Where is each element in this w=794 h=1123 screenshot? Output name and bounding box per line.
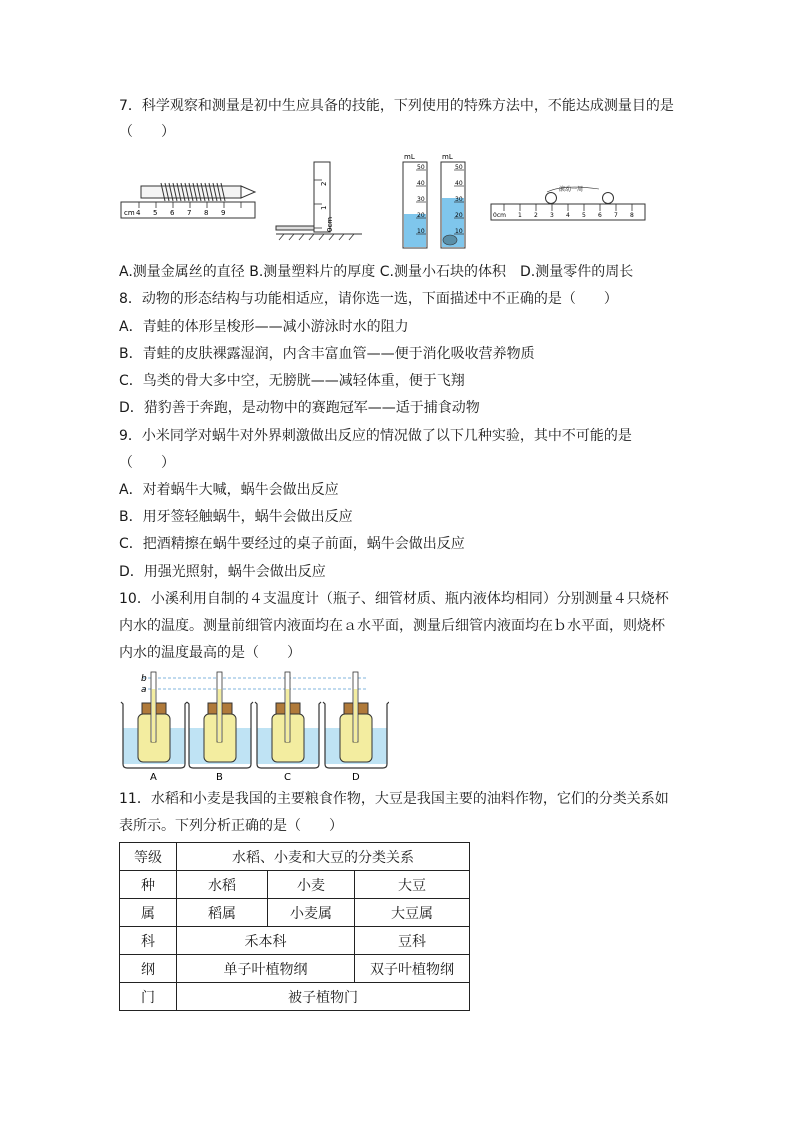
ruler-d-label: 8 [630,212,634,219]
svg-text:40: 40 [417,180,425,187]
svg-text:40: 40 [455,180,463,187]
ruler-d-label: 0cm [493,212,506,219]
ruler-a-label: cm [124,209,135,217]
ruler-a-label: 9 [221,209,226,217]
cylinder-right [441,153,465,248]
ruler-d-label: 4 [566,212,570,219]
roll-label: 滚动一周 [559,186,584,193]
q9-option-d: D．用强光照射，蜗牛会做出反应 [119,564,326,580]
beaker-label-a: A [150,772,157,783]
q8-option-b: B．青蛙的皮肤裸露湿润，内含丰富血管——便于消化吸收营养物质 [119,346,535,362]
svg-text:mL: mL [404,153,415,161]
q7-stem: 7．科学观察和测量是初中生应具备的技能，下列使用的特殊方法中，不能达成测量目的是 [119,98,674,114]
q11-stem-line1: 11．水稻和小麦是我国的主要粮食作物，大豆是我国主要的油料作物，它们的分类关系如 [119,791,669,807]
ruler-b-label: 1 [320,205,328,210]
q9-option-c: C．把酒精擦在蜗牛要经过的桌子前面，蜗牛会做出反应 [119,536,465,552]
table-cell: 纲 [120,955,177,983]
plastic-sheet [276,226,314,230]
beaker-a [121,672,187,768]
q7-options: A.测量金属丝的直径 B.测量塑料片的厚度 C.测量小石块的体积 D.测量零件的周长 [119,264,634,280]
beaker-c [255,672,321,768]
q8-stem: 8．动物的形态结构与功能相适应，请你选一选，下面描述中不正确的是（ ） [119,291,618,307]
ruler-d-label: 1 [518,212,522,219]
table-cell: 大豆属 [355,899,470,927]
q10-stem-line1: 10．小溪利用自制的４支温度计（瓶子、细管材质、瓶内液体均相同）分别测量４只烧杯 [119,591,669,607]
part-end [603,193,614,204]
stone [443,235,457,245]
figure-part-perimeter [489,184,649,224]
svg-text:20: 20 [417,212,425,219]
beaker-b [187,672,253,768]
figure-sheet-thickness [274,160,364,242]
svg-text:30: 30 [417,196,425,203]
ruler-a-label: 8 [204,209,209,217]
table-cell: 禾本科 [177,927,355,955]
svg-text:50: 50 [417,164,425,171]
ruler-b-label: 2 [320,181,328,186]
table-cell: 豆科 [355,927,470,955]
q10-stem-line3: 内水的温度最高的是（ ） [119,645,301,661]
table-cell: 被子植物门 [177,983,470,1011]
figure-wire-diameter [119,180,259,222]
table-row [120,955,470,983]
table-header-row [120,843,470,871]
q9-option-a: A．对着蜗牛大喊，蜗牛会做出反应 [119,482,339,498]
ruler-a-label: 5 [153,209,158,217]
level-b-label: b [141,674,147,684]
table-row [120,871,470,899]
table-cell: 单子叶植物纲 [177,955,355,983]
q8-option-a: A．青蛙的体形呈梭形——减小游泳时水的阻力 [119,319,409,335]
svg-text:mL: mL [442,153,453,161]
table-cell: 属 [120,899,177,927]
pencil-tip [241,186,255,198]
table-cell: 小麦属 [268,899,355,927]
ruler-d-label: 7 [614,212,618,219]
q9-answer-blank: （ ） [119,455,175,471]
svg-text:50: 50 [455,164,463,171]
part-start [546,193,557,204]
ruler-d-label: 3 [550,212,554,219]
ruler-d-label: 6 [598,212,602,219]
table-cell: 科 [120,927,177,955]
table-cell: 等级 [120,843,177,871]
table-cell: 双子叶植物纲 [355,955,470,983]
table-row [120,983,470,1011]
ruler-d-label: 5 [582,212,586,219]
q8-option-c: C．鸟类的骨大多中空，无膀胱——减轻体重，便于飞翔 [119,373,465,389]
table-row [120,899,470,927]
ruler-a-label: 6 [170,209,175,217]
q8-option-d: D．猎豹善于奔跑，是动物中的赛跑冠军——适于捕食动物 [119,400,480,416]
beaker-label-c: C [284,772,291,783]
beaker-label-b: B [216,772,223,783]
table-cell: 水稻 [177,871,268,899]
cylinder-left [403,153,427,248]
beaker-d [323,672,389,768]
figure-stone-volume [398,148,473,252]
table-cell: 水稻、小麦和大豆的分类关系 [177,843,470,871]
q11-stem-line2: 表所示。下列分析正确的是（ ） [119,818,343,834]
level-a-label: a [141,685,147,695]
table-cell: 小麦 [268,871,355,899]
svg-text:10: 10 [417,228,425,235]
classification-table [119,842,470,1011]
q7-answer-blank: （ ） [119,124,175,140]
ruler-a-label: 7 [187,209,192,217]
ruler-b-label: 0cm [326,216,334,232]
ruler-d-label: 2 [534,212,538,219]
q10-stem-line2: 内水的温度。测量前细管内液面均在ａ水平面，测量后细管内液面均在ｂ水平面，则烧杯 [119,618,665,634]
svg-text:20: 20 [455,212,463,219]
table-cell: 门 [120,983,177,1011]
svg-text:30: 30 [455,196,463,203]
table-cell: 稻属 [177,899,268,927]
svg-text:10: 10 [455,228,463,235]
q9-option-b: B．用牙签轻触蜗牛，蜗牛会做出反应 [119,509,353,525]
q9-stem: 9．小米同学对蜗牛对外界刺激做出反应的情况做了以下几种实验，其中不可能的是 [119,428,632,444]
ruler-a-label: 4 [136,209,141,217]
table-cell: 大豆 [355,871,470,899]
table-row [120,927,470,955]
beaker-label-d: D [352,772,360,783]
table-cell: 种 [120,871,177,899]
figure-thermometers [119,668,389,784]
